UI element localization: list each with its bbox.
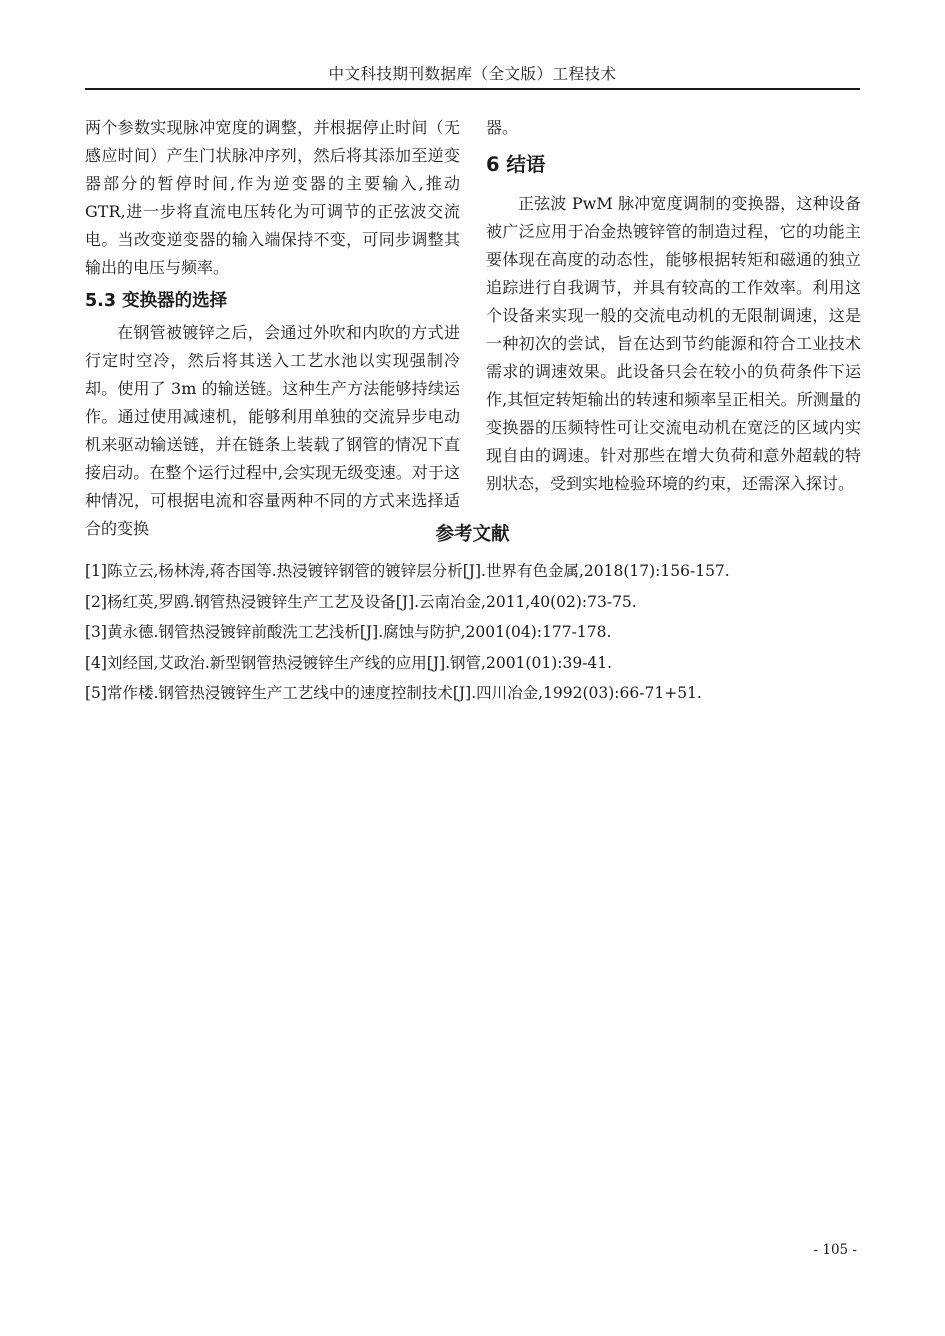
reference-item-4: [4]刘经国,艾政治.新型钢管热浸镀锌生产线的应用[J].钢管,2001(01):39-41. (85, 653, 613, 672)
section-heading-6: 6 结语 (486, 153, 546, 176)
paragraph-conclusion: 正弦波 PwM 脉冲宽度调制的变换器，这种设备被广泛应用于冶金热镀锌管的制造过程，它的功能主要体现在高度的动态性，能够根据转矩和磁通的独立追踪进行自我调节，并具有较高的工作效率。利用这个设备来实现一般的交流电动机的无限制调速，这是一种初次的尝试，旨在达到节约能源和符合工业技术需求的调速效果。此设备只会在较小的负荷条件下运作,其恒定转矩输出的转速和频率呈正相关。所测量的变换器的压频特性可让交流电动机在宽泛的区域内实现自由的调速。针对那些在增大负荷和意外超载的特别状态，受到实地检验环境的约束，还需深入探讨。 (486, 194, 861, 493)
right-column (486, 114, 861, 506)
page-number: - 105 - (813, 1242, 857, 1258)
references-section (0, 522, 945, 709)
paragraph-continuation: 器。 (486, 118, 519, 137)
references-title: 参考文献 (435, 524, 510, 545)
reference-item-2: [2]杨红英,罗鸥.钢管热浸镀锌生产工艺及设备[J].云南冶金,2011,40(02):73-75. (85, 592, 637, 611)
page-header (0, 0, 945, 90)
reference-item-1: [1]陈立云,杨林涛,蒋杏国等.热浸镀锌钢管的镀锌层分析[J].世界有色金属,2018(17):156-157. (85, 562, 730, 580)
left-column (85, 114, 460, 538)
section-heading-5-3: 5.3 变换器的选择 (85, 291, 228, 311)
reference-item-3: [3]黄永德.钢管热浸镀锌前酸洗工艺浅析[J].腐蚀与防护,2001(04):177-178. (85, 623, 612, 641)
reference-item-5: [5]常作楼.钢管热浸镀锌生产工艺线中的速度控制技术[J].四川冶金,1992(03):66-71+51. (85, 684, 702, 702)
journal-header-title: 中文科技期刊数据库（全文版）工程技术 (328, 65, 617, 83)
paragraph-pulse-width: 两个参数实现脉冲宽度的调整，并根据停止时间（无感应时间）产生门状脉冲序列，然后将其添加至逆变器部分的暂停时间,作为逆变器的主要输入,推动 GTR,进一步将直流电压转化为可调节的正弦波交流电。当改变逆变器的输入端保持不变，可同步调整其输出的电压与频率。 (85, 118, 460, 277)
paragraph-converter-selection: 在钢管被镀锌之后，会通过外吹和内吹的方式进行定时空冷，然后将其送入工艺水池以实现强制冷却。使用了 3m 的输送链。这种生产方法能够持续运作。通过使用减速机，能够利用单独的交流异步电动机来驱动输送链，并在链条上装载了钢管的情况下直接启动。在整个运行过程中,会实现无级变速。对于这种情况，可根据电流和容量两种不同的方式来选择适合的变换 (85, 323, 460, 538)
